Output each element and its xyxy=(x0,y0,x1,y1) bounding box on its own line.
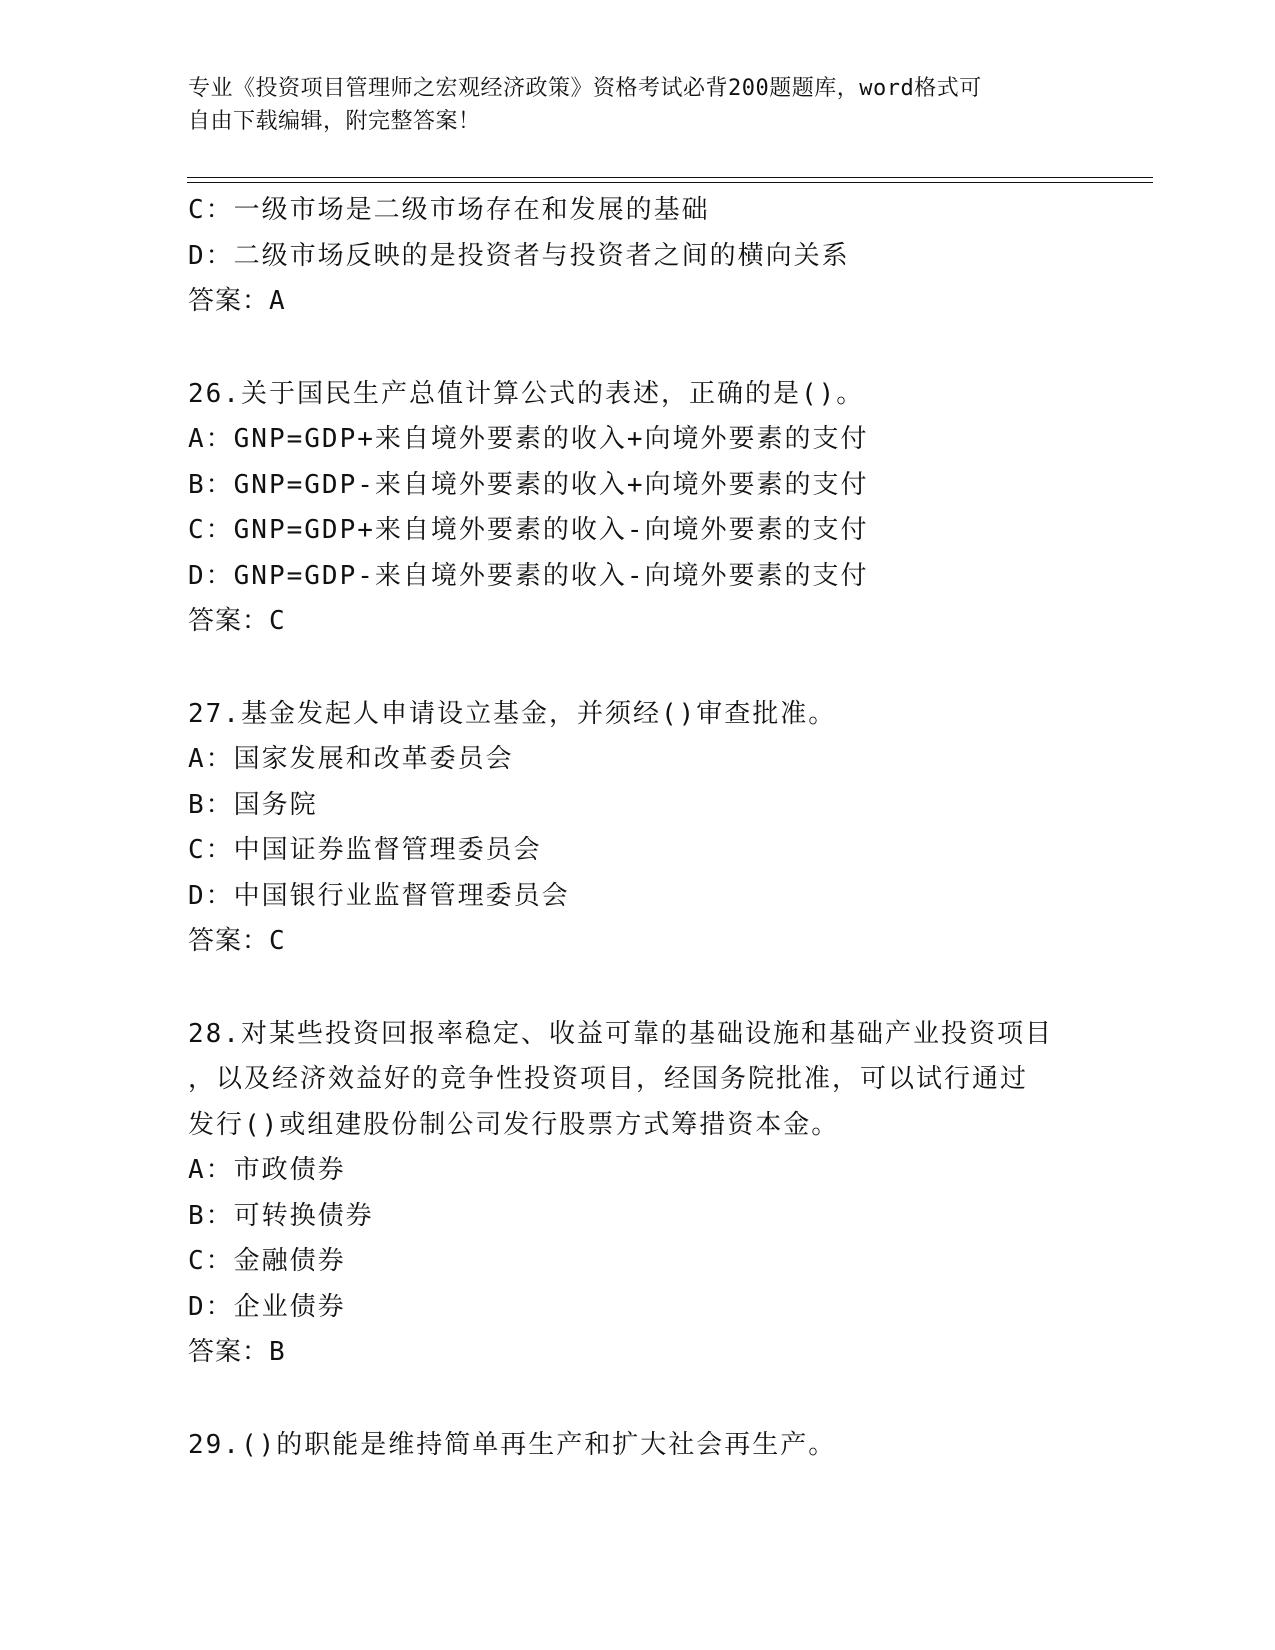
header-line-1: 专业《投资项目管理师之宏观经济政策》资格考试必背200题题库，word格式可 xyxy=(188,76,982,101)
question-text: 29.()的职能是维持简单再生产和扩大社会再生产。 xyxy=(188,1429,837,1460)
question-27 xyxy=(188,692,1088,965)
question-text-line-1: 28.对某些投资回报率稳定、收益可靠的基础设施和基础产业投资项目 xyxy=(188,1018,1053,1049)
option-d: D：企业债券 xyxy=(188,1291,346,1322)
spacer xyxy=(188,965,1088,1012)
option-c: C：GNP=GDP+来自境外要素的收入-向境外要素的支付 xyxy=(188,515,869,545)
question-text-line-2: ，以及经济效益好的竞争性投资项目，经国务院批准，可以试行通过 xyxy=(188,1064,1029,1094)
header-line-2: 自由下载编辑，附完整答案！ xyxy=(188,109,481,134)
answer-line xyxy=(188,919,1088,965)
answer-value: C xyxy=(269,606,287,636)
option-b: B：GNP=GDP-来自境外要素的收入+向境外要素的支付 xyxy=(188,469,869,500)
answer-label: 答案： xyxy=(188,606,270,636)
answer-line xyxy=(188,1330,1088,1376)
header-divider-top xyxy=(187,177,1153,178)
answer-value: A xyxy=(269,286,287,316)
option-a: A：GNP=GDP+来自境外要素的收入+向境外要素的支付 xyxy=(188,424,869,454)
answer-value: B xyxy=(269,1337,287,1367)
question-26 xyxy=(188,372,1088,645)
question-25-tail xyxy=(188,188,1088,325)
spacer xyxy=(188,325,1088,372)
question-28 xyxy=(188,1012,1088,1376)
option-d: D：中国银行业监督管理委员会 xyxy=(188,880,570,911)
option-a: A：国家发展和改革委员会 xyxy=(188,744,514,774)
header-divider-bottom xyxy=(187,182,1153,183)
answer-line xyxy=(188,599,1088,645)
document-header xyxy=(188,72,1088,138)
option-c: C：金融债券 xyxy=(188,1246,346,1276)
question-text: 26.关于国民生产总值计算公式的表述，正确的是()。 xyxy=(188,378,865,409)
option-d: D：GNP=GDP-来自境外要素的收入-向境外要素的支付 xyxy=(188,560,869,591)
answer-label: 答案： xyxy=(188,286,270,316)
spacer xyxy=(188,1376,1088,1423)
option-d: D：二级市场反映的是投资者与投资者之间的横向关系 xyxy=(188,240,850,271)
answer-value: C xyxy=(269,926,287,956)
question-29 xyxy=(188,1423,1088,1469)
option-c: C：一级市场是二级市场存在和发展的基础 xyxy=(188,195,710,225)
answer-label: 答案： xyxy=(188,1337,270,1367)
option-b: B：可转换债券 xyxy=(188,1200,374,1231)
question-text-line-3: 发行()或组建股份制公司发行股票方式筹措资本金。 xyxy=(188,1109,840,1140)
question-text: 27.基金发起人申请设立基金，并须经()审查批准。 xyxy=(188,698,837,729)
answer-label: 答案： xyxy=(188,926,270,956)
spacer xyxy=(188,645,1088,692)
question-list xyxy=(188,188,1088,1468)
answer-line xyxy=(188,279,1088,325)
option-c: C：中国证券监督管理委员会 xyxy=(188,835,542,865)
option-a: A：市政债券 xyxy=(188,1155,346,1185)
option-b: B：国务院 xyxy=(188,789,318,820)
